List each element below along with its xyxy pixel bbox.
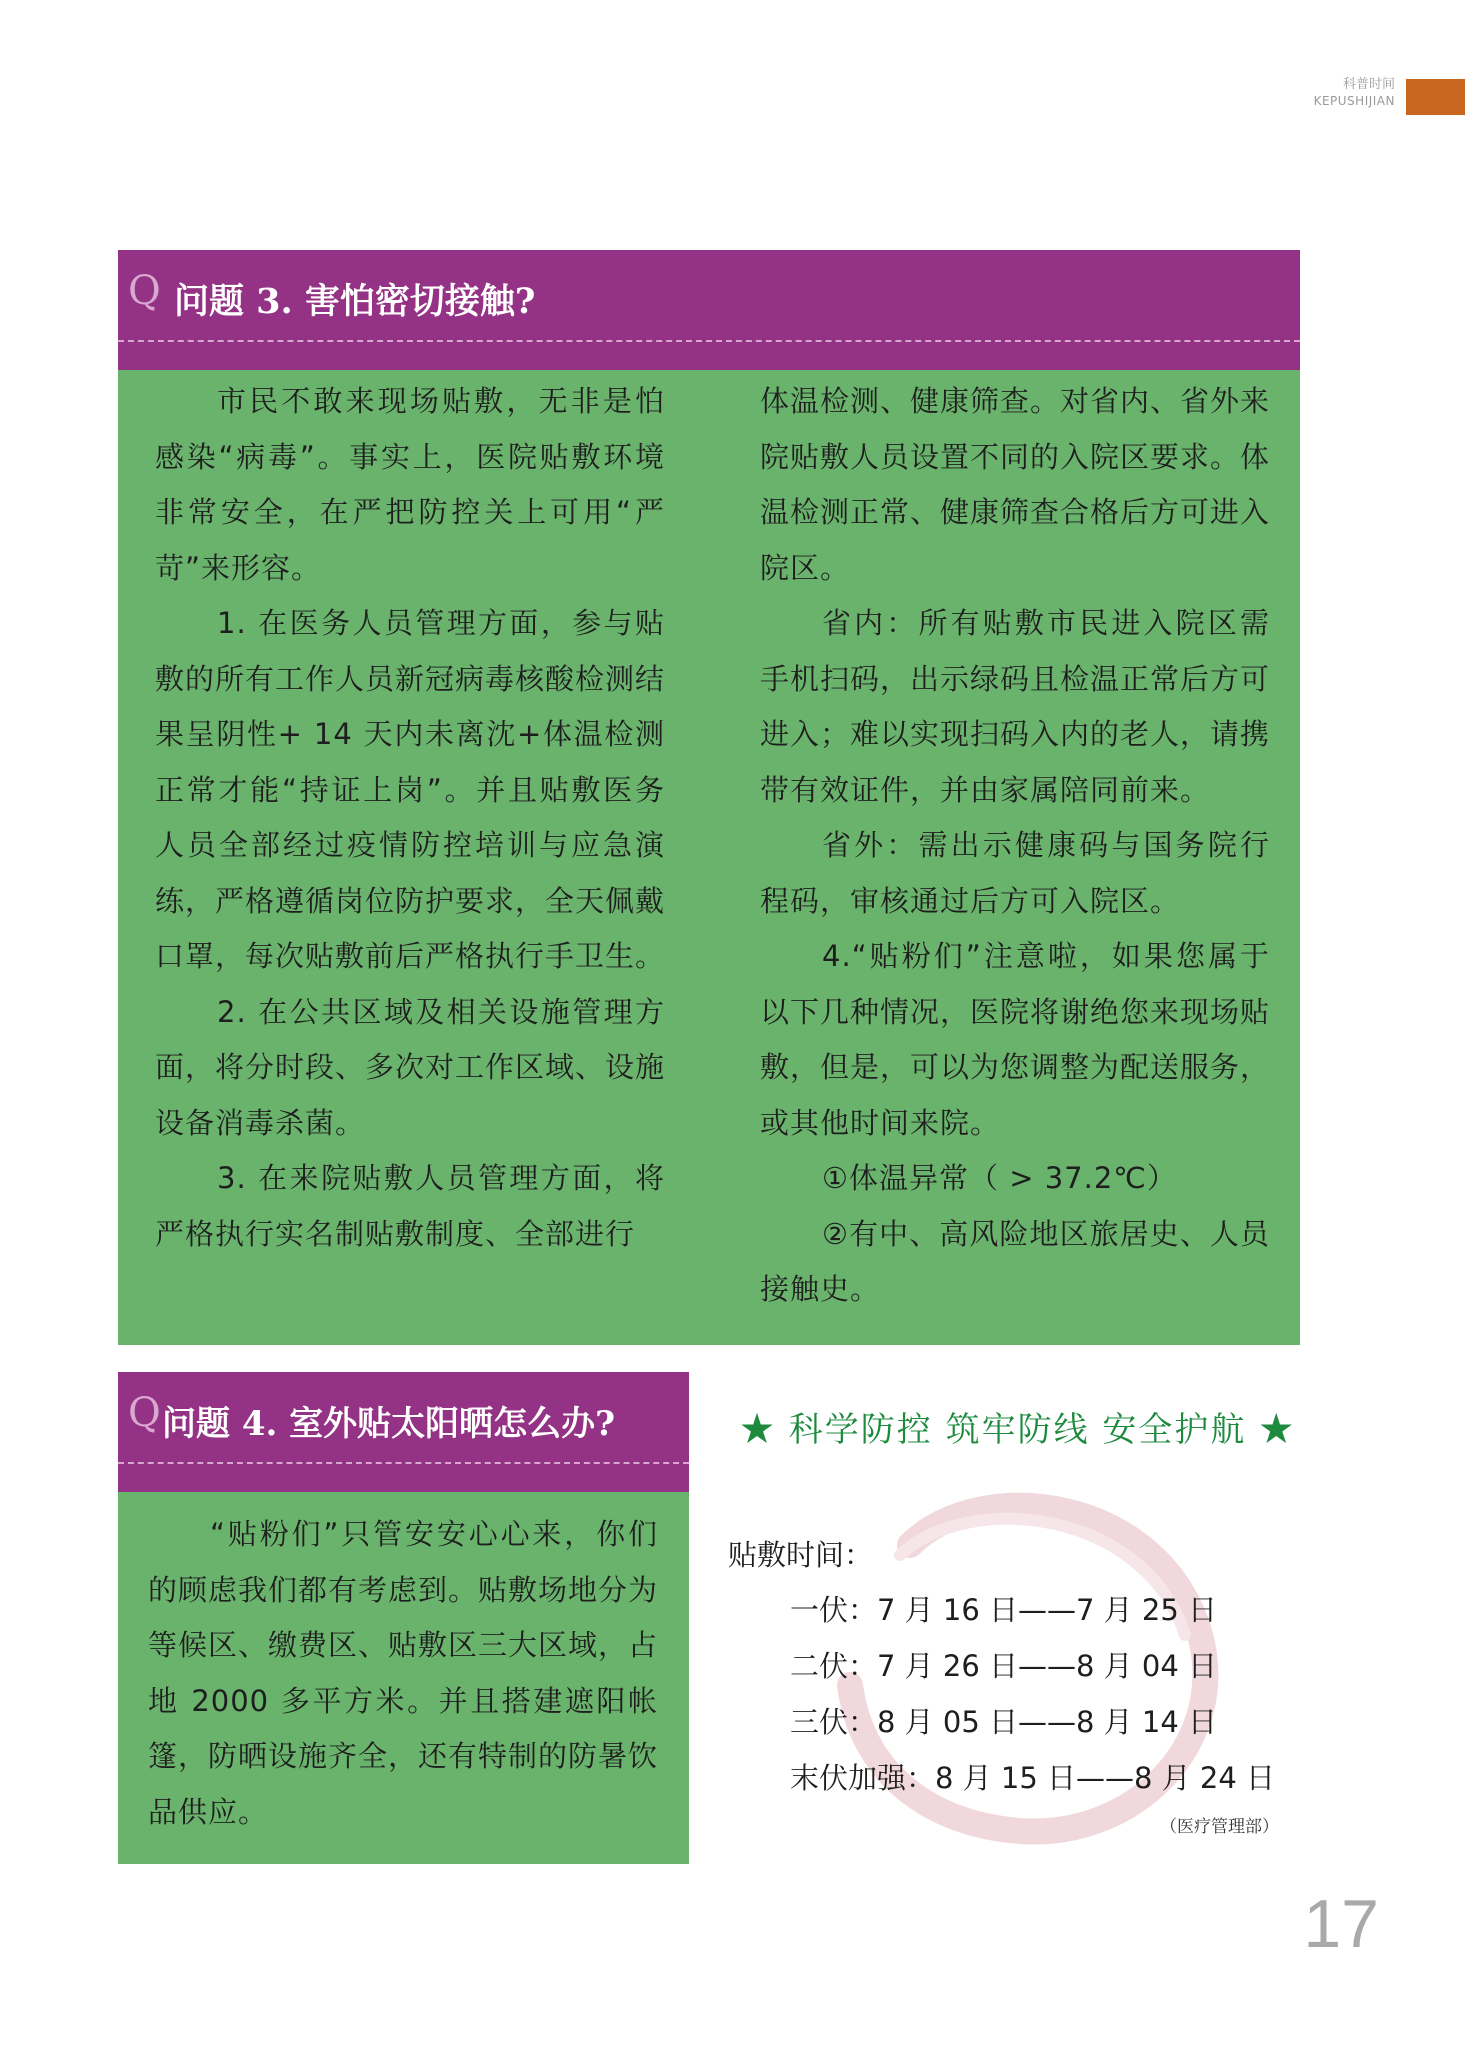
q3-left-paragraph: 2. 在公共区域及相关设施管理方面，将分时段、多次对工作区域、设施设备消毒杀菌。 <box>155 994 666 1140</box>
q3-divider <box>118 340 1300 342</box>
q4-divider <box>118 1462 689 1464</box>
page-number: 17 <box>1303 1886 1379 1962</box>
q3-left-column <box>155 374 665 1262</box>
schedule-item: 二伏：7 月 26 日——8 月 04 日 <box>790 1649 1218 1683</box>
q3-left-paragraph: 市民不敢来现场贴敷，无非是怕感染“病毒”。事实上，医院贴敷环境非常安全，在严把防控关上可用“严苛”来形容。 <box>155 384 665 585</box>
q4-title: 问题 4. 室外贴太阳晒怎么办? <box>162 1404 616 1444</box>
q4-header <box>118 1372 689 1492</box>
q4-paragraph: “贴粉们”只管安安心心来，你们的顾虑我们都有考虑到。贴敷场地分为等候区、缴费区、贴敷区三大区域，占地 2000 多平方米。并且搭建遮阳帐篷，防晒设施齐全，还有特制的防暑饮品供应。 <box>148 1517 659 1829</box>
q3-right-paragraph: 体温检测、健康筛查。对省内、省外来院贴敷人员设置不同的入院区要求。体温检测正常、健康筛查合格后方可进入院区。 <box>760 384 1271 585</box>
slogan: ★ 科学防控 筑牢防线 安全护航 ★ <box>740 1410 1296 1450</box>
q3-right-paragraph: ①体温异常（ > 37.2℃） <box>822 1161 1177 1195</box>
q3-right-column <box>760 374 1270 1318</box>
q3-right-paragraph: 省外：需出示健康码与国务院行程码，审核通过后方可入院区。 <box>760 828 1270 918</box>
schedule-label: 贴敷时间： <box>728 1538 874 1572</box>
q3-mark: Q <box>128 268 161 314</box>
schedule-item: 一伏：7 月 16 日——7 月 25 日 <box>790 1593 1218 1627</box>
schedule-source: （医疗管理部） <box>1160 1817 1279 1837</box>
q3-left-paragraph: 1. 在医务人员管理方面，参与贴敷的所有工作人员新冠病毒核酸检测结果呈阴性+ 14 天内未离沈+体温检测正常才能“持证上岗”。并且贴敷医务人员全部经过疫情防控培训与应急演练，严格遵循岗位防护要求，全天佩戴口罩，每次贴敷前后严格执行手卫生。 <box>155 606 666 973</box>
schedule-item: 末伏加强：8 月 15 日——8 月 24 日 <box>790 1761 1276 1795</box>
q4-text <box>148 1507 658 1840</box>
q3-left-paragraph: 3. 在来院贴敷人员管理方面，将严格执行实名制贴敷制度、全部进行 <box>155 1161 665 1251</box>
section-title-cn: 科普时间 <box>1342 77 1395 92</box>
section-header <box>1314 76 1395 110</box>
section-title-en: KEPUSHIJIAN <box>1313 94 1395 108</box>
q3-header <box>118 250 1300 370</box>
q3-right-paragraph: 省内：所有贴敷市民进入院区需手机扫码，出示绿码且检温正常后方可进入；难以实现扫码入内的老人，请携带有效证件，并由家属陪同前来。 <box>760 606 1271 807</box>
q3-right-paragraph: 4.“贴粉们”注意啦，如果您属于以下几种情况，医院将谢绝您来现场贴敷，但是，可以为您调整为配送服务，或其他时间来院。 <box>760 939 1271 1140</box>
schedule-item: 三伏：8 月 05 日——8 月 14 日 <box>790 1705 1218 1739</box>
schedule-list <box>790 1582 1275 1806</box>
q3-right-paragraph: ②有中、高风险地区旅居史、人员接触史。 <box>760 1216 1270 1306</box>
q3-title: 问题 3. 害怕密切接触? <box>174 281 536 322</box>
q4-mark: Q <box>128 1390 161 1436</box>
section-accent-bar <box>1406 79 1465 115</box>
